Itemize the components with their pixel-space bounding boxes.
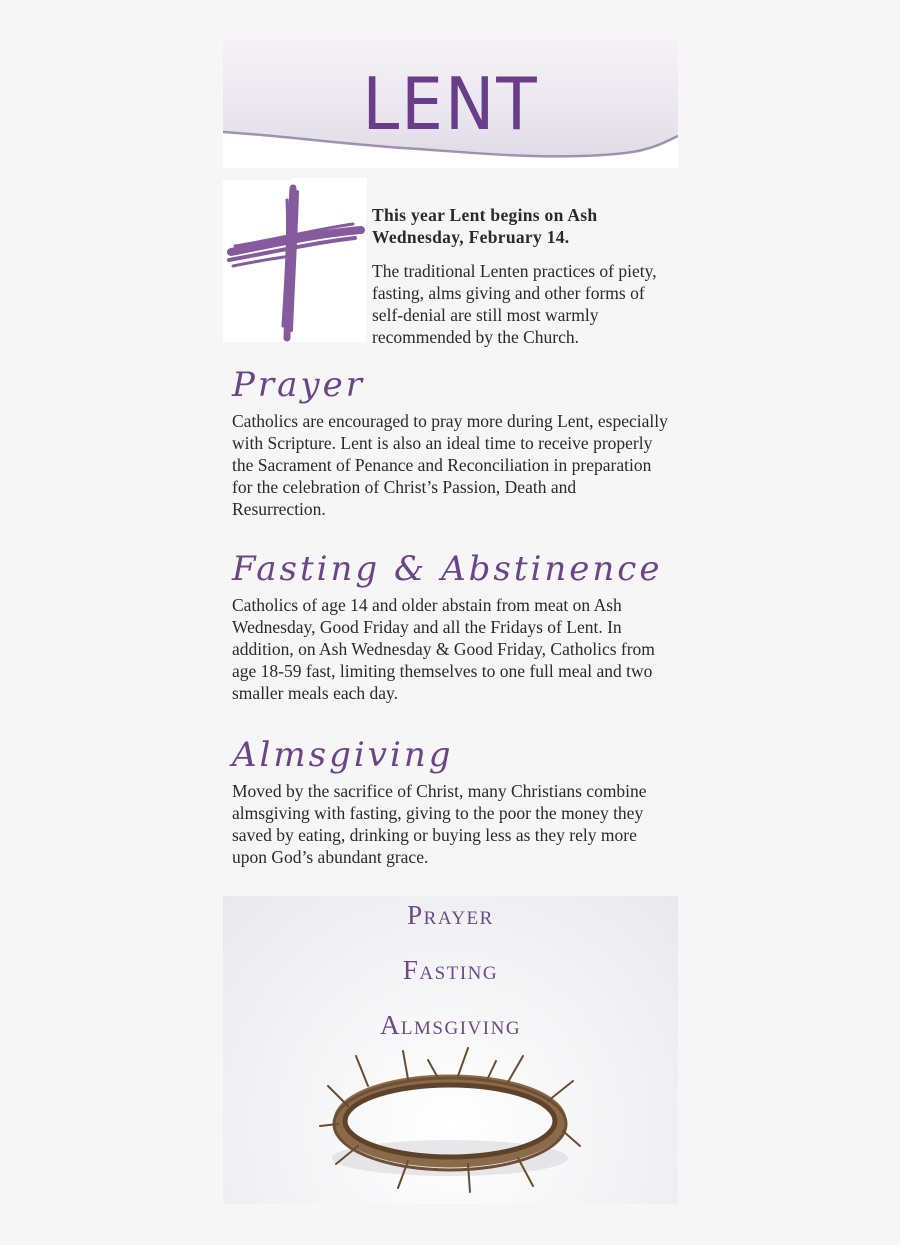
section-body: Catholics of age 14 and older abstain from meat on Ash Wednesday, Good Friday and all the Fridays of Lent. In addition, on Ash Wednesday & Good Friday, Catholics from age 18-59 fast, limiting themselves to one full meal and two smaller meals each day. [232, 595, 655, 703]
section-prayer [232, 364, 672, 520]
section-almsgiving [232, 734, 672, 868]
intro-headline: This year Lent begins on Ash Wednesday, February 14. [372, 205, 598, 247]
section-title: Fasting & Abstinence [232, 549, 663, 589]
intro-text [372, 204, 680, 348]
section-body: Catholics are encouraged to pray more during Lent, especially with Scripture. Lent is also an ideal time to receive properly the Sacrament of Penance and Reconciliation in preparation for the celebration of Christ’s Passion, Death and Resurrection. [232, 411, 668, 519]
crown-of-thorns-icon [318, 1046, 583, 1196]
section-title: Almsgiving [232, 735, 454, 775]
lent-flyer [223, 40, 678, 1205]
poster-image [223, 896, 678, 1204]
intro-body: The traditional Lenten practices of piety, fasting, alms giving and other forms of self-denial are still most warmly recommended by the Church. [372, 261, 657, 347]
ash-cross-image [223, 180, 366, 342]
poster-word-almsgiving: Almsgiving [379, 1010, 522, 1040]
banner-title: LENT [362, 62, 539, 146]
ash-cross-icon [223, 180, 366, 342]
section-title: Prayer [232, 365, 365, 405]
lent-banner [223, 40, 678, 168]
poster-word-fasting: Fasting [402, 955, 499, 985]
poster-word-prayer: Prayer [407, 900, 494, 930]
section-body: Moved by the sacrifice of Christ, many Christians combine almsgiving with fasting, giving to the poor the money they saved by eating, drinking or buying less as they rely more upon God’s abundant grace. [232, 781, 647, 867]
section-fasting [232, 548, 672, 704]
